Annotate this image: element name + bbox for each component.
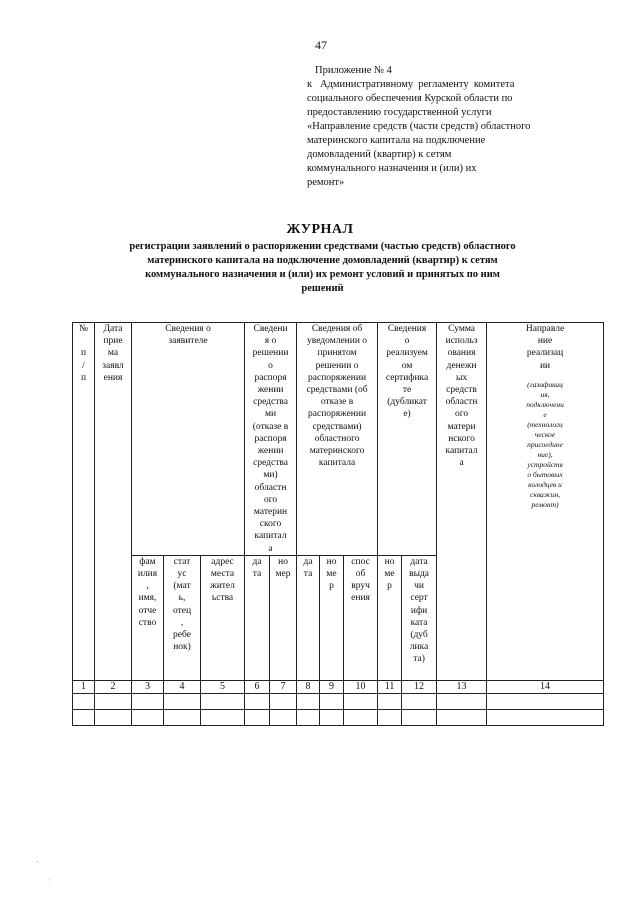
subheader-cell: [320, 555, 344, 680]
table-row: [73, 710, 604, 726]
page-number: 47: [315, 38, 327, 52]
table-cell: [378, 710, 402, 726]
cell-line: ремонт): [531, 499, 559, 509]
cell-line: но: [278, 556, 288, 567]
cell-line: (дубликат: [387, 397, 427, 408]
attachment-line: социального обеспечения Курской области по: [307, 93, 513, 104]
table-cell: [132, 710, 164, 726]
cell-line: да: [252, 556, 262, 567]
cell-line: стат: [173, 556, 191, 567]
cell-line: распоря: [254, 433, 287, 444]
cell-line: ования: [447, 348, 476, 359]
cell-line: устройств: [527, 459, 563, 469]
table-cell: [378, 694, 402, 710]
cell-line: ии: [539, 360, 551, 371]
attachment-line: предоставлению государственной услуги: [307, 107, 492, 118]
cell-line: е: [543, 409, 547, 419]
table-cell: [437, 694, 487, 710]
cell-line: областн: [445, 397, 478, 408]
table-row: [73, 694, 604, 710]
attachment-line: коммунального назначения и (или) их: [307, 163, 477, 174]
cell-line: ения: [351, 593, 370, 604]
table-cell: [344, 694, 378, 710]
cell-line: ме: [384, 569, 395, 580]
attachment-line: ремонт»: [307, 177, 345, 188]
cell-line: мер: [275, 569, 291, 580]
table-cell: [297, 694, 320, 710]
attachment-line: «Направление средств (части средств) областного: [307, 121, 531, 132]
table-cell: [402, 694, 437, 710]
attachment-line: материнского капитала на подключение: [307, 135, 486, 146]
cell-line: ме: [326, 569, 337, 580]
cell-line: о: [404, 336, 410, 347]
cell-line: ма: [107, 348, 119, 359]
cell-line: решении: [252, 348, 289, 359]
cell-line: но: [326, 556, 337, 567]
header-cell: [437, 323, 487, 681]
header-cell: [245, 323, 297, 556]
cell-line: /: [82, 360, 85, 371]
subheader-cell: [201, 555, 245, 680]
table-cell: [95, 710, 132, 726]
cell-line: п: [80, 348, 87, 359]
cell-line: адрес: [211, 556, 234, 567]
cell-line: жении: [257, 385, 284, 396]
column-number: 6: [245, 680, 270, 693]
table-cell: [487, 710, 604, 726]
table-cell: [320, 694, 344, 710]
header-cell: [132, 323, 245, 556]
cell-line: ения: [103, 372, 123, 383]
cell-line: о бытовых: [527, 469, 563, 479]
table-cell: [201, 694, 245, 710]
cell-line: ь,: [178, 593, 186, 604]
table-cell: [245, 694, 270, 710]
cell-line: средств: [446, 385, 477, 396]
column-number: 2: [95, 680, 132, 693]
header-cell: [297, 323, 378, 556]
subheader-cell: [378, 555, 402, 680]
cell-line: скважин,: [529, 489, 561, 499]
header-cell-text: [487, 323, 603, 372]
cell-line: отче: [138, 605, 157, 616]
cell-line: ми: [264, 409, 277, 420]
cell-line: илия: [137, 569, 158, 580]
cell-line: областн: [254, 482, 287, 493]
subheader-cell: [132, 555, 164, 680]
cell-line: ние),: [537, 449, 553, 459]
cell-line: ых: [455, 372, 468, 383]
cell-line: средства: [253, 397, 288, 408]
subheader-cell: [344, 555, 378, 680]
cell-line: ус: [177, 569, 187, 580]
table-cell: [164, 710, 201, 726]
column-number: 9: [320, 680, 344, 693]
cell-line: (мат: [173, 581, 191, 592]
cell-line: денежн: [446, 360, 477, 371]
cell-line: ми): [263, 470, 278, 481]
subtitle-line: материнского капитала на подключение домовладений (квартир) к сетям: [147, 255, 498, 266]
table-cell: [245, 710, 270, 726]
cell-line: средствами (об: [306, 385, 368, 396]
subheader-cell: [164, 555, 201, 680]
cell-line: та): [413, 654, 425, 665]
subheader-cell: [297, 555, 320, 680]
cell-line: (дуб: [410, 630, 428, 641]
subtitle-line: регистрации заявлений о распоряжении средствами (частью средств) областного: [129, 241, 516, 252]
header-cell: [487, 323, 604, 681]
attachment-line: к Административному регламенту комитета: [307, 79, 515, 90]
cell-line: капитала: [318, 458, 356, 469]
cell-line: Сведени: [253, 324, 288, 334]
cell-line: отец: [172, 605, 192, 616]
journal-title: ЖУРНАЛ: [286, 222, 354, 237]
table-cell: [164, 694, 201, 710]
cell-line: (отказе в: [252, 421, 289, 432]
cell-line: распоряжении: [308, 409, 367, 420]
column-number: 13: [437, 680, 487, 693]
column-number: 14: [487, 680, 604, 693]
cell-line: реализуем: [386, 348, 428, 359]
cell-line: распоряжении: [308, 372, 367, 383]
cell-line: ьства: [211, 593, 234, 604]
cell-line: средства: [253, 458, 288, 469]
cell-line: дата: [410, 556, 428, 567]
cell-line: а: [268, 543, 273, 554]
table-cell: [297, 710, 320, 726]
header-cell: [73, 323, 95, 681]
cell-line: средствами): [312, 421, 362, 432]
column-number: 1: [73, 680, 95, 693]
table-cell: [487, 694, 604, 710]
cell-line: вруч: [351, 581, 370, 592]
cell-line: Сумма: [448, 324, 475, 334]
cell-line: ого: [454, 409, 469, 420]
cell-line: Сведения: [387, 324, 427, 334]
column-number: 11: [378, 680, 402, 693]
cell-line: нок): [173, 642, 191, 653]
cell-line: ом: [401, 360, 413, 371]
cell-line: ребе: [173, 630, 191, 641]
cell-line: Направле: [525, 324, 565, 334]
cell-line: областного: [314, 433, 360, 444]
cell-line: р: [387, 581, 392, 592]
cell-line: ифи: [410, 605, 428, 616]
column-number-row: [73, 680, 604, 693]
cell-line: выда: [409, 569, 429, 580]
cell-line: (технологи: [527, 419, 563, 429]
table-cell: [270, 694, 297, 710]
header-cell: [95, 323, 132, 681]
subtitle-line: решений: [301, 283, 344, 294]
cell-line: материн: [253, 507, 288, 518]
cell-line: та: [303, 569, 313, 580]
cell-line: нского: [448, 433, 475, 444]
cell-line: Сведения о: [165, 324, 211, 334]
cell-line: а: [459, 458, 464, 469]
column-number: 7: [270, 680, 297, 693]
cell-line: уведомлении о: [307, 336, 368, 347]
cell-line: но: [384, 556, 395, 567]
scan-speck: ˏ: [48, 873, 51, 881]
cell-line: ,: [146, 581, 149, 592]
cell-line: ката: [410, 617, 428, 628]
table-cell: [344, 710, 378, 726]
cell-line: [73, 335, 94, 347]
table-cell: [73, 694, 95, 710]
cell-line: подключени: [526, 399, 564, 409]
cell-line: ство: [138, 617, 157, 628]
column-number: 10: [344, 680, 378, 693]
cell-line: матери: [447, 421, 476, 432]
cell-line: ние: [537, 336, 553, 347]
cell-line: я о: [264, 336, 277, 347]
cell-line: заявл: [102, 360, 124, 371]
table-cell: [201, 710, 245, 726]
column-number: 3: [132, 680, 164, 693]
cell-line: та: [252, 569, 262, 580]
cell-line: капитал: [254, 531, 287, 542]
journal-subtitle: [70, 240, 575, 296]
table-cell: [132, 694, 164, 710]
column-number: 12: [402, 680, 437, 693]
cell-line: сертифика: [385, 372, 429, 383]
cell-line: Дата: [103, 324, 123, 334]
cell-line: ческое: [534, 429, 556, 439]
cell-line: распоря: [254, 372, 287, 383]
cell-line: Сведения об: [311, 324, 363, 334]
table-cell: [402, 710, 437, 726]
cell-line: имя,: [138, 593, 157, 604]
subheader-cell: [270, 555, 297, 680]
cell-line: е): [403, 409, 411, 420]
attachment-block: [307, 64, 582, 190]
cell-line: те: [402, 385, 412, 396]
cell-line: присоедине: [527, 439, 563, 449]
cell-line: ского: [259, 519, 282, 530]
cell-line: п: [80, 372, 87, 383]
subheader-cell: [402, 555, 437, 680]
cell-line: жител: [210, 581, 235, 592]
cell-line: об: [355, 569, 366, 580]
cell-line: спос: [351, 556, 370, 567]
cell-line: жении: [257, 446, 284, 457]
table-cell: [270, 710, 297, 726]
table-cell: [320, 710, 344, 726]
cell-line: использ: [445, 336, 478, 347]
scan-speck: ·: [36, 858, 39, 866]
registration-journal-table: [72, 322, 604, 726]
column-number: 8: [297, 680, 320, 693]
attachment-title: Приложение № 4: [315, 65, 392, 76]
table-cell: [73, 710, 95, 726]
cell-line: реализац: [526, 348, 564, 359]
cell-line: заявителе: [168, 336, 208, 347]
cell-line: решении о: [315, 360, 359, 371]
column-number: 5: [201, 680, 245, 693]
table-cell: [437, 710, 487, 726]
cell-line: места: [210, 569, 235, 580]
cell-line: о: [268, 360, 273, 371]
cell-line: серт: [410, 593, 428, 604]
cell-line: колодцев и: [528, 479, 562, 489]
attachment-line: домовладений (квартир) к сетям: [307, 149, 452, 160]
cell-line: фам: [139, 556, 156, 567]
column-number: 4: [164, 680, 201, 693]
cell-line: да: [303, 556, 313, 567]
subtitle-line: коммунального назначения и (или) их ремонт условий и принятых по ним: [145, 269, 500, 280]
cell-line: лика: [409, 642, 429, 653]
table-cell: [95, 694, 132, 710]
cell-line: ого: [263, 494, 278, 505]
cell-line: ия,: [540, 389, 550, 399]
cell-line: капитал: [445, 446, 478, 457]
cell-line: принятом: [317, 348, 357, 359]
cell-line: р: [329, 581, 334, 592]
header-cell: [378, 323, 437, 556]
cell-line: (газификац: [527, 379, 563, 389]
cell-line: чи: [414, 581, 424, 592]
cell-line: материнского: [309, 446, 365, 457]
header-cell-note: [487, 380, 603, 510]
cell-line: прие: [103, 336, 123, 347]
subheader-cell: [245, 555, 270, 680]
cell-line: отказе в: [320, 397, 354, 408]
cell-line: №: [78, 324, 89, 334]
cell-line: ,: [180, 617, 184, 628]
